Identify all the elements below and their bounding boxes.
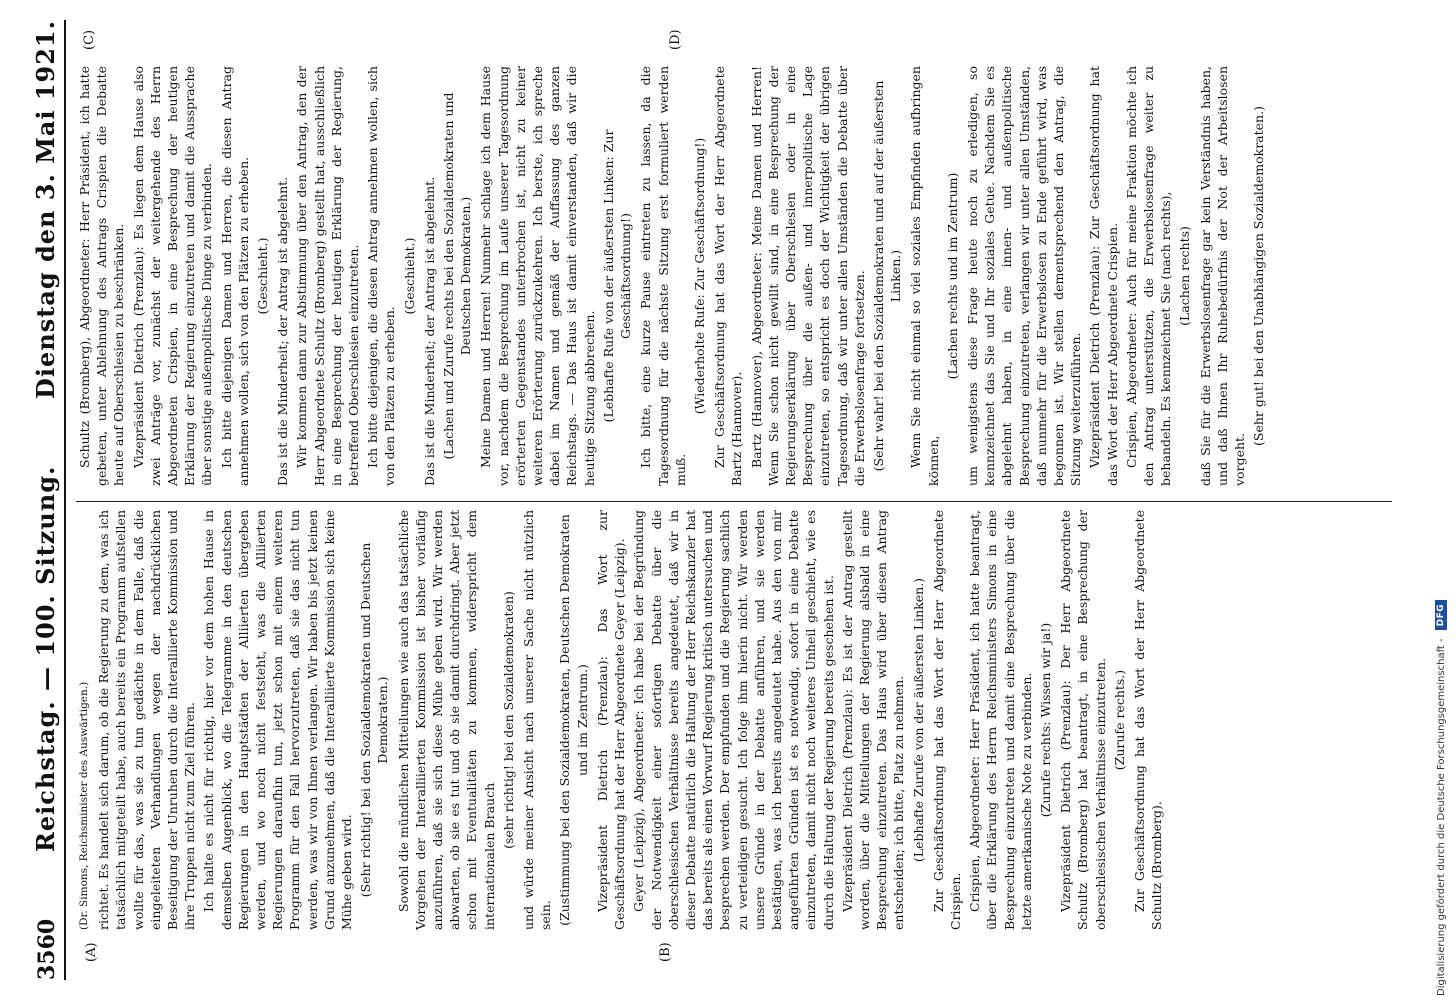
interjection: (Sehr wahr! bei den Sozialdemokraten und auf der äußersten Linken.) bbox=[870, 80, 904, 472]
interjection: (Sehr gut! bei den Unabhängigen Sozialdemokraten.) bbox=[1251, 106, 1267, 446]
left-column bbox=[76, 510, 1392, 930]
dfg-logo: DFG bbox=[1435, 600, 1447, 631]
margin-mark-a: (A) bbox=[84, 942, 99, 962]
paragraph: Das ist die Minderheit; der Antrag ist abgelehnt. bbox=[421, 176, 437, 486]
interjection: (Lachen rechts) bbox=[1177, 226, 1193, 326]
paragraph: Das ist die Minderheit; der Antrag ist abgelehnt. bbox=[275, 176, 291, 486]
paragraph: um wenigstens diese Frage heute noch zu erledigen, so kennzeichnet das Sie und Ihr soziales Getue. Nachdem Sie es abgelehnt haben, in eine innen- und außenpolitische Besprechung einzutreten, verlangen wir unter allen Umständen, daß nunmehr für die Erwerbslosen zu Ende geführt wird, was begonnen ist. Wir stellen dementsprechend den Antrag, die Sitzung weiterzuführen. bbox=[964, 66, 1084, 486]
paragraph: Bartz (Hannover), Abgeordneter: Meine Damen und Herren! Wenn Sie schon nicht gewillt sind, in eine Besprechung der Regierungserklärung über Oberschlesien oder in eine Besprechung über die außen- und innerpolitische Lage einzutreten, so entspricht es doch der Wichtigkeit der übrigen Tagesordnung, daß wir unter allen Umständen die Debatte über die Erwerbslosenfrage fortsetzen. bbox=[748, 66, 867, 486]
paragraph: Geyer (Leipzig), Abgeordneter: Ich habe bei der Begründung der Notwendigkeit einer sofortigen Debatte über die oberschlesischen Verhältnisse bereits angedeutet, daß wir in dieser Debatte natürlich die Haltung der Herr Reichskanzler hat das bereits als einen Vorwurf Regierung kritisch untersuchen und besprechen werden. Der empfunden und die Regierung sachlich zu verteidigen gesucht. Ich folge ihm hierin nicht. Wir werden unsere Gründe in der Debatte anführen, und sie werden bestätigen, was ich bereits angedeutet habe. Aus den von mir angeführten Gründen ist es notwendig, sofort in eine Debatte einzutreten, damit nicht noch weiteres Unheil geschieht, wie es durch die Haltung der Regierung bereits geschehen ist. bbox=[631, 510, 836, 930]
paragraph: Schultz (Bromberg), Abgeordneter: Herr Präsident, ich hatte gebeten, unter Ablehnung des Antrags Crispien die Debatte heute auf Oberschlesien zu beschränken. bbox=[77, 66, 127, 486]
running-head bbox=[28, 20, 66, 980]
paragraph: Zur Geschäftsordnung hat das Wort der Herr Abgeordnete Bartz (Hannover). bbox=[712, 66, 745, 486]
column-divider bbox=[76, 501, 1392, 502]
paragraph: Vizepräsident Dietrich (Prenzlau): Das Wort zur Geschäftsordnung hat der Herr Abgeordnete Geyer (Leipzig). bbox=[594, 510, 628, 930]
page-number: 3560 bbox=[34, 918, 60, 980]
speaker-context: (Dr. Simons, Reichsminister des Auswärtigen.) bbox=[78, 681, 90, 930]
paragraph: Vizepräsident Dietrich (Prenzlau): Es liegen dem Hause also zwei Anträge vor, zunächst der weitergehende des Herrn Abgeordneten Crispien, in eine Besprechung der heutigen Erklärung der Regierung einzutreten und damit die Aussprache über sonstige außenpolitische Dinge zu verbinden. bbox=[130, 66, 215, 486]
digitization-watermark bbox=[1404, 6, 1447, 996]
paragraph: Zur Geschäftsordnung hat das Wort der Herr Abgeordnete Crispien. bbox=[930, 510, 963, 930]
paragraph: und würde meiner Ansicht nach unserer Sache nicht nützlich sein. bbox=[521, 510, 554, 930]
paragraph: Ich bitte diejenigen, die diesen Antrag annehmen wollen, sich von den Plätzen zu erheben. bbox=[365, 66, 398, 486]
paragraph: Zur Geschäftsordnung hat das Wort der Herr Abgeordnete Schultz (Bromberg). bbox=[1131, 510, 1165, 930]
interjection: (Geschieht.) bbox=[255, 237, 271, 315]
interjection: (Zurufe rechts.) bbox=[1111, 669, 1127, 771]
margin-mark-d: (D) bbox=[668, 29, 683, 50]
paragraph: Wenn Sie nicht einmal so viel soziales Empfinden aufbringen können, bbox=[908, 66, 941, 486]
interjection: (Zurufe rechts: Wissen wir ja!) bbox=[1037, 622, 1053, 818]
paragraph: Ich bitte diejenigen Damen und Herren, die diesen Antrag annehmen wollen, sich von den Plätzen zu erheben. bbox=[218, 66, 251, 486]
interjection: (Wiederholte Rufe: Zur Geschäftsordnung!) bbox=[691, 137, 707, 415]
paragraph: Sowohl die mündlichen Mitteilungen wie auch das tatsächliche Vorgehen der Interalliierten Kommission ist bisher vorläufig anzuführen, daß sie sich diese Mühe geben wird. Wir werden abwarten, ob sie es tut und ob sie damit durchdringt. Aber jetzt schon mit Eventualitäten zu kommen, widerspricht dem internationalen Brauch bbox=[395, 510, 497, 930]
interjection: (Lachen rechts und im Zentrum) bbox=[944, 172, 960, 380]
margin-mark-b: (B) bbox=[658, 942, 673, 962]
right-column bbox=[76, 66, 1392, 486]
paragraph: Meine Damen und Herren! Nunmehr schlage ich dem Hause vor, nachdem die Besprechung im Laufe unserer Tagesordnung erörterten Gegenstandes unterbrochen ist, nicht zu keiner weiteren Erörterung zurückzukehren. Ich berste, ich spreche dabei im Namen und gemäß der Auffassung des ganzen Reichstags. — Das Haus ist damit einverstanden, daß wir die heutige Sitzung abbrechen. bbox=[478, 66, 597, 486]
interjection: (sehr richtig! bei den Sozialdemokraten) bbox=[500, 591, 516, 849]
paragraph: Crispien, Abgeordneter: Auch für meine Fraktion möchte ich den Antrag unterstützen, die Erwerbslosenfrage weiter zu behandeln. Es kennzeichnet Sie (nach rechts), bbox=[1123, 66, 1174, 486]
interjection: (Geschieht.) bbox=[401, 237, 417, 315]
interjection: (Lebhafte Zurufe von der äußersten Linken.) bbox=[910, 577, 926, 863]
interjection: (Lebhafte Rufe von der äußersten Linken: Zur Geschäftsordnung!) bbox=[600, 129, 634, 423]
paragraph: Crispien, Abgeordneter: Herr Präsident, ich hatte beantragt, über die Erklärung des Herrn Reichsministers Simons in eine Besprechung einzutreten und damit eine Besprechung über die letzte amerikanische Note zu verbinden. bbox=[967, 510, 1034, 930]
interjection: (Sehr richtig! bei den Sozialdemokraten und Deutschen Demokraten.) bbox=[358, 542, 391, 898]
paragraph: Ich bitte, eine kurze Pause eintreten zu lassen, da die Tagesordnung für die nächste Sitzung erst formuliert werden muß. bbox=[638, 66, 688, 486]
paragraph: Vizepräsident Dietrich (Prenzlau): Es ist der Antrag gestellt worden, über die Mitteilungen der Regierung alsbald in eine Besprechung einzutreten. Das Haus wird über diesen Antrag entscheiden; ich bitte, Platz zu nehmen. bbox=[839, 510, 907, 930]
interjection: (Zustimmung bei den Sozialdemokraten, Deutschen Demokraten und im Zentrum.) bbox=[557, 514, 590, 926]
page-title: Reichstag. — 100. Sitzung. bbox=[31, 465, 60, 853]
paragraph: Vizepräsident Dietrich (Prenzlau): Zur Geschäftsordnung hat das Wort der Herr Abgeordnete Crispien. bbox=[1087, 66, 1120, 486]
session-date: Dienstag den 3. Mai 1921. bbox=[31, 20, 60, 399]
paragraph: richtet. Es handelt sich darum, ob die Regierung zu dem, was ich tatsächlich mitgeteilt habe, auch bereits ein Programm aufstellen wollte für das, was sie zu tun gedächte in dem Falle, daß die eingeleiteten Verhandlungen wegen der nachdrücklichen Beseitigung der Unruhen durch die Interalliierte Kommission und ihre Truppen nicht zum Ziel führen. bbox=[96, 510, 198, 930]
paragraph: Vizepräsident Dietrich (Prenzlau): Der Herr Abgeordnete Schultz (Bromberg) hat beantragt, in eine Besprechung der oberschlesischen Verhältnisse einzutreten. bbox=[1058, 510, 1108, 930]
document-page bbox=[18, 10, 1408, 990]
margin-mark-c: (C) bbox=[82, 29, 97, 50]
paragraph: daß Sie für die Erwerbslosenfrage gar kein Verständnis haben, und daß Ihnen Ihr Ruhebedürfnis der Not der Arbeitslosen vorgeht. bbox=[1197, 66, 1247, 486]
paragraph: Ich halte es nicht für richtig, hier vor dem hohen Hause in demselben Augenblick, wo die Telegramme in den deutschen Regierungen in den Hauptstädten der Alliierten übergeben werden, und wo noch nicht feststeht, was die Alliierten Regierungen daraufhin tun, jetzt schon mit einem weiteren Programm für den Fall hervorzutreten, daß sie das nicht tun werden, was wir von Ihnen verlangen. Wir haben bis jetzt keinen Grund anzunehmen, daß die Interalliierte Kommission sich keine Mühe geben wird. bbox=[201, 510, 355, 930]
watermark-text: Digitalisierung gefördert durch die Deutsche Forschungsgemeinschaft - bbox=[1435, 638, 1447, 996]
paragraph: Wir kommen dann zur Abstimmung über den Antrag, den der Herr Abgeordnete Schultz (Bromberg) gestellt hat, ausschließlich in eine Besprechung der heutigen Erklärung der Regierung, betreffend Oberschlesien einzutreten. bbox=[294, 66, 362, 486]
interjection: (Lachen und Zurufe rechts bei den Sozialdemokraten und Deutschen Demokraten.) bbox=[441, 92, 474, 460]
